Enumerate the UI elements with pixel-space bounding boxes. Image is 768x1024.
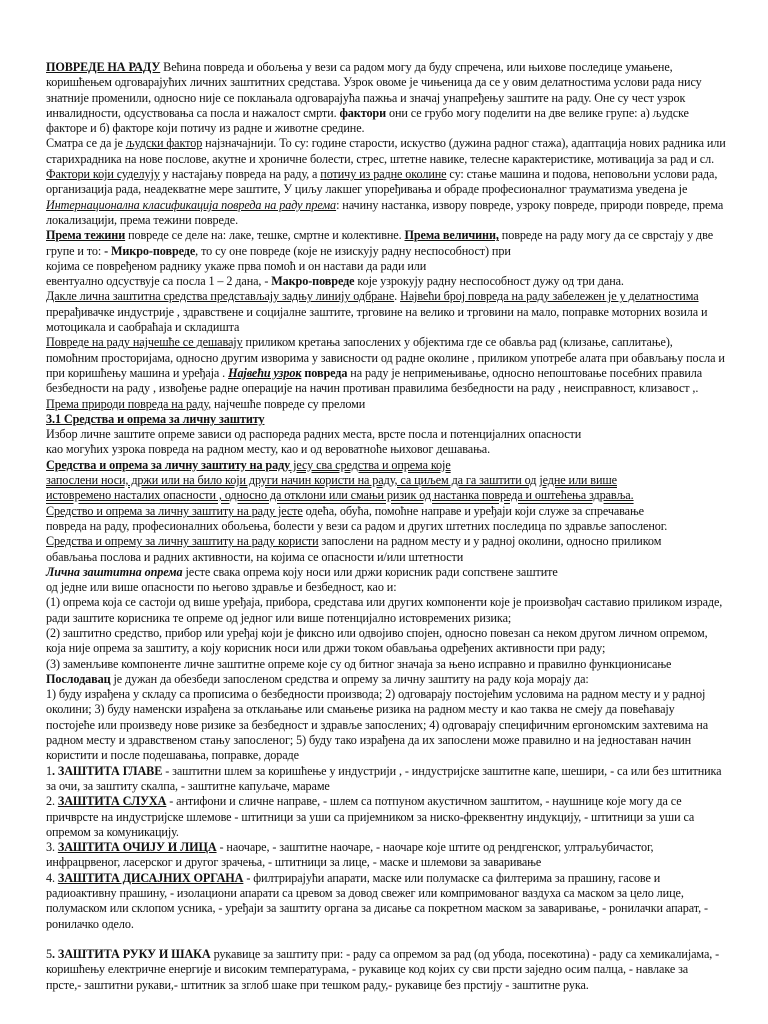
text-run: , то су оне повреде (које не изискују радну неспособност) при <box>195 243 511 258</box>
text-run: људски фактор <box>125 136 203 151</box>
text-run: евентуално одсуствује са посла 1 – 2 дана, - <box>46 274 272 289</box>
text-run: - филтрирајући апарати, маске или полумаске са филтерима за прашину, гасове и радиоактивну прашину, - изолациони апарати са цревом за довод свежег или компримованог ваздуха са маском за цело лице, полумаском или склопом усника, - уређаји за заштиту органа за дисање са покретном маском за заваривање, - ронилачки апарат, - ронилачко одело. <box>46 870 708 931</box>
text-run: у настајању повреда на раду, а <box>159 167 321 182</box>
paragraph-definition-3 <box>46 488 726 503</box>
text-run: запослени носи, држи или на било који други начин користи на раду, са циљем да га заштити од једне или више <box>46 473 617 488</box>
paragraph-equipment-use <box>46 534 726 549</box>
text-run: - антифони и сличне направе, - шлем са потпуном акустичном заштитом, - наушнице које могу да се причврсте на индустријске шлемове - штитници за уши са пријемником за нискo-фреквентну индукцију, - штитници за уши са опремом за комуникацију. <box>46 794 695 839</box>
paragraph-eye-face-protection <box>46 840 726 871</box>
paragraph-hand-protection <box>46 947 726 993</box>
text-run: потичу из радне околине <box>320 167 447 182</box>
text-run: . ЗАШТИТА РУКУ И ШАКА <box>52 946 211 961</box>
text-run: - заштитни шлем за коришћење у индустрији , - индустријске заштитне капе, шешири, - са или без штитника за очи, за заштиту скалпа, - заштитне капуљаче, мараме <box>46 763 722 793</box>
text-run: - наочаре, - заштитне наочаре, - наочаре које штите од рендгенског, ултраљубичастог, инфрацрвеног, ласерског и другог зрачења, - штитници за лице, - маске и шлемови за заваривање <box>46 840 654 870</box>
paragraph-injuries-intro <box>46 60 726 136</box>
text-run: приликом кретања запослених у објектима где се обавља рад (клизање, саплитање), помоћним просторијама, односно другим изворима у зависности од радне околине , приликом употребе алата при обављању посла и при коришћењу машина и уређаја . <box>46 335 725 380</box>
text-run: Средства и опрему за личну заштиту на раду користи <box>46 534 319 549</box>
list-item-1: (1) опрема која се састоји од више уређаја, прибора, средстава или других компоненти које је произвођач саставио приликом израде, ради заштите корисника те опреме од једног или више потенцијално истовремених ризика; <box>46 595 723 625</box>
text-run: Средство и опрема за личну заштиту на раду јесте <box>46 503 303 518</box>
text-run: повреде се деле на: лаке, тешке, смртне и колективне. <box>125 228 405 243</box>
paragraph-first-aid: којима се повређеном раднику укаже прва помоћ и он настави да ради или <box>46 258 427 273</box>
text-run: ЗАШТИТА ДИСАЈНИХ ОРГАНА <box>57 870 244 885</box>
text-run: које узрокују радну неспособност дужу од три дана. <box>354 274 624 289</box>
paragraph-selection-cont: као могућих узрока повреда на радном месту, као и од вероватноће њиховог дешавања. <box>46 442 491 457</box>
paragraph-definition-1 <box>46 458 726 473</box>
paragraph-severity <box>46 228 726 259</box>
text-run: прерађивачке индустрије , здравствене и социјалне заштите, трговине на велико и трговини на мало, поправке моторних возила и мотоцикала и саобраћаја и складишта <box>46 304 708 335</box>
text-run: 5 <box>46 946 52 961</box>
text-run: повреда <box>304 365 348 380</box>
paragraph-equipment-is <box>46 504 726 519</box>
paragraph-ppe-definition <box>46 565 726 580</box>
text-run: 1 <box>46 763 52 778</box>
paragraph-macro-injuries <box>46 274 726 289</box>
text-run: 3. <box>46 840 58 855</box>
text-run: Већина повреда и обољења у вези са радом могу да буду спречена, или њихове последице умањене, коришћењем одговарајућих личних заштитних средстава. Узрок овоме је чињеница да се у овим делатностима услови рада нису знатније променили, односно није се поклањала одговарајућа пажња и значај унапређењу заштите на раду. Оне су чест узрок инвалидности, одсуствовања са посла и нажалост смрти. <box>46 60 702 120</box>
paragraph-human-factor <box>46 136 726 228</box>
text-run: они се грубо могу поделити на две велике групе: а) људске факторе и б) факторе који потичу из радне и животне средине. <box>46 105 689 136</box>
document-page <box>46 60 726 993</box>
text-run: . ЗАШТИТА ГЛАВЕ <box>52 763 163 778</box>
text-run: ЗАШТИТА ОЧИЈУ И ЛИЦА <box>57 840 217 855</box>
text-run: Према величини, <box>404 228 499 243</box>
paragraph-injury-causes <box>46 335 726 411</box>
text-run: ЗАШТИТА СЛУХА <box>57 794 167 809</box>
paragraph-selection: Избор личне заштите опреме зависи од распореда радних места, врсте посла и потенцијалних опасности <box>46 427 582 442</box>
paragraph-ppe-definition-cont: од једне или више опасности по његово здравље и безбедност, као и: <box>46 580 397 595</box>
text-run: 2. <box>46 794 58 809</box>
text-run: је дужан да обезбеди запосленом средства и опрему за личну заштиту на раду која морају да: <box>110 671 589 686</box>
blank-line <box>46 932 726 947</box>
text-run: . <box>394 289 401 304</box>
text-run: Послодавац <box>46 671 111 686</box>
text-run: Лична заштитна опрема <box>46 564 183 579</box>
text-run: Дакле лична заштитна средства представљају задњу линију одбране <box>46 289 395 304</box>
paragraph-equipment-use-cont: обављања послова и радних активности, на којима се опасности и/или штетности <box>46 549 464 564</box>
text-run: одећа, обућа, помоћне направе и уређаји који служе за спречавање <box>302 503 644 518</box>
paragraph-requirements: 1) буду израђена у складу са прописима о безбедности производа; 2) одговарају постојећим условима на радном месту и у радној околини; 3) буду наменски израђена за отклањање или смањење ризика на радном месту и као таква не смеју да повећавају постојеће или произведу нове ризике за безбедност и здравље запослених; 4) одговарају специфичним ергономским захтевима на радном месту и здравственом стању запосленог; 5) буду тако израђена да их запослени може правилно и на једноставан начин користити и после подешавања, поправке, дораде <box>46 687 709 763</box>
text-run: Сматра се да је <box>46 136 126 151</box>
text-run: ПОВРЕДЕ НА РАДУ <box>46 60 161 74</box>
paragraph-head-protection <box>46 764 726 795</box>
text-run: Највећи узрок <box>228 365 302 380</box>
text-run: Према тежини <box>46 228 126 243</box>
text-run: повреде на раду могу да се сврстају у две групе и то: <box>46 228 714 258</box>
text-run: - Микро-повреде <box>104 243 196 258</box>
text-run: 4. <box>46 870 58 885</box>
text-run: рукавице за заштиту при: - раду са опремом за рад (од убода, посекотина) - раду са хемикалијама, - коришћењу електричне енергије и високим температурама, - рукавице код којих су сви прсти заједно осим палца, - навлаке за прсте,- заштитни рукави,- штитник за зглоб шаке при тешком раду,- рукавице без прстију - заштитне рука. <box>46 946 720 992</box>
text-run: : начину настанка, извору повреде, узроку повреде, природи повреде, према локализацији, према тежини повреде. <box>46 197 724 227</box>
list-item-2: (2) заштитно средство, прибор или уређај који је фиксно или одвојиво спојен, односно повезан са неком другом личном опремом, која није опрема за заштиту, а коју корисник носи или држи током обављања одређених активности при раду; <box>46 625 708 656</box>
text-run: Највећи број повреда на раду забележен је у делатностима <box>400 289 699 304</box>
paragraph-hearing-protection <box>46 794 726 840</box>
text-run: запослени на радном месту и у радној околини, односно приликом <box>318 534 662 549</box>
text-run: истовремено насталих опасности , односно да отклони или смањи ризик од настанка повреда и оштећења здравља. <box>46 488 634 503</box>
paragraph-respiratory-protection <box>46 871 726 932</box>
text-run: Фактори који суделују <box>46 167 160 182</box>
text-run: су: стање машина и подова, неповољни услови рада, организација рада, неадекватне мере заштите, У циљу лакшег упоређивања и обраде професионалног трауматизма уведена је <box>46 167 718 197</box>
text-run: Повреде на раду најчешће се дешавају <box>46 335 243 350</box>
text-run: најзначајнији. То су: године старости, искуство (дужина радног стажа), адаптација нових радника или старихрадника на нове послове, акутне и хроничне болести, стрес, штетне навике, телесне карактеристике, мотивација за рад и сл. <box>46 136 726 166</box>
paragraph-equipment-is-cont: повреда на раду, професионалних обољења, болести у вези са радом и других штетних последица по здравље запосленог. <box>46 518 668 533</box>
section-heading-3-1: 3.1 Средства и опрема за личну заштиту <box>46 411 265 426</box>
list-item-3: (3) заменљиве компоненте личне заштитне опреме које су од битног значаја за њено исправно и правилно функционисање <box>46 656 672 671</box>
text-run: најчешће повреде су преломи <box>211 396 366 411</box>
text-run: јесу сва средства и опрема које <box>290 457 451 472</box>
text-run: Интернационална класификација повреда на раду према <box>46 197 337 212</box>
text-run: фактори <box>339 105 387 120</box>
text-run: Макро-повреде <box>271 274 355 289</box>
text-run: Средства и опрема за личну заштиту на раду <box>46 457 291 472</box>
text-run: на раду је непримењивање, односно непоштовање посебних правила безбедности на раду , извођење радне операције на начин противан правилима безбедности на раду , неисправност, клизавост ,. <box>46 365 703 396</box>
paragraph-definition-2 <box>46 473 726 488</box>
paragraph-last-line-defense <box>46 289 726 335</box>
paragraph-employer <box>46 672 726 687</box>
text-run: Према природи повреда на раду, <box>46 396 212 411</box>
text-run: јесте свака опрема коју носи или држи корисник ради сопствене заштите <box>182 564 558 579</box>
